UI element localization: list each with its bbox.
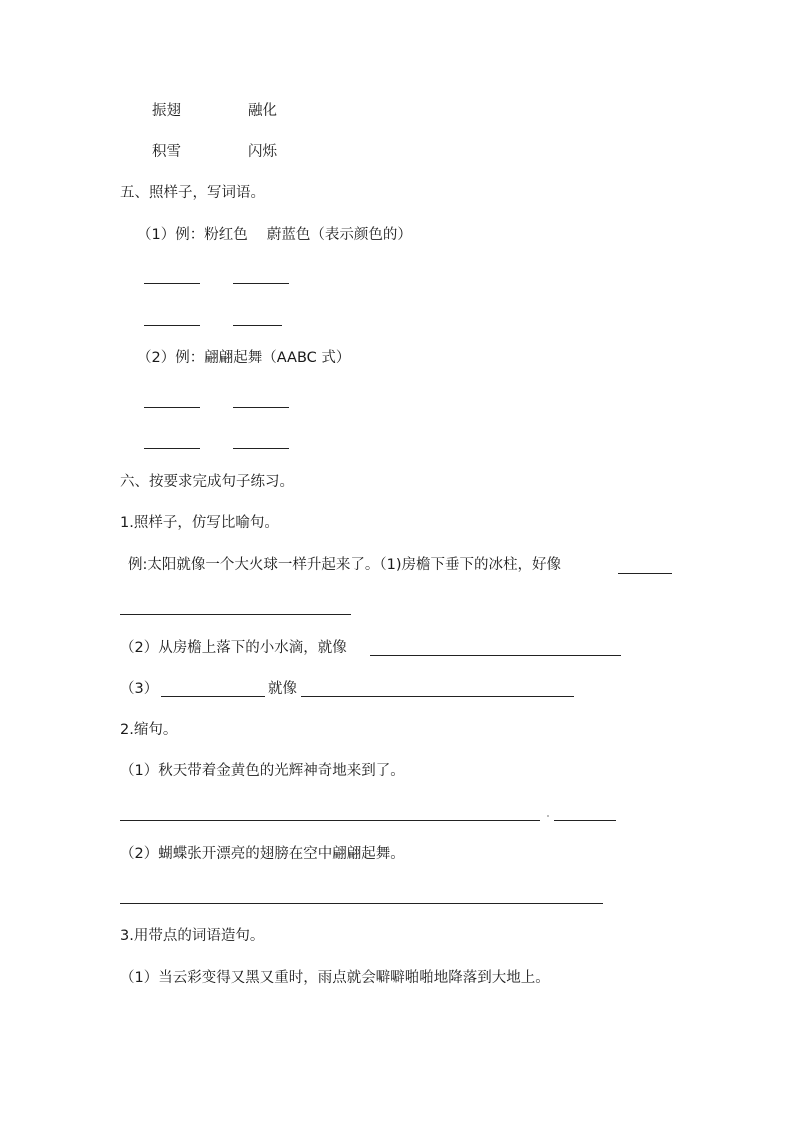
- section6-part3-title: 3.用带点的词语造句。: [120, 928, 265, 944]
- answer-blank-5-2b[interactable]: [233, 407, 289, 408]
- answer-blank-6-2-2[interactable]: [120, 903, 603, 904]
- word-shanshuo: 闪烁: [248, 144, 277, 160]
- section6-part1-q3-mid: 就像: [268, 681, 297, 697]
- section6-part1-title: 1.照样子，仿写比喻句。: [120, 515, 279, 531]
- answer-blank-5-1b[interactable]: [233, 283, 289, 284]
- answer-blank-6-1-3a[interactable]: [161, 696, 265, 697]
- section6-part2-title: 2.缩句。: [120, 722, 178, 738]
- section5-q1: （1）例：粉红色 蔚蓝色（表示颜色的）: [137, 227, 412, 243]
- answer-blank-6-1-1a[interactable]: [618, 573, 672, 574]
- answer-blank-6-2-1a[interactable]: [120, 820, 540, 821]
- section5-title: 五、照样子，写词语。: [120, 185, 265, 201]
- word-ronghua: 融化: [248, 103, 277, 119]
- section6-part2-q2: （2）蝴蝶张开漂亮的翅膀在空中翩翩起舞。: [120, 846, 405, 862]
- section6-title: 六、按要求完成句子练习。: [120, 474, 294, 490]
- answer-blank-5-1a[interactable]: [144, 283, 200, 284]
- answer-blank-5-2d[interactable]: [233, 448, 289, 449]
- section6-part3-q1: （1）当云彩变得又黑又重时，雨点就会噼噼啪啪地降落到大地上。: [120, 970, 550, 986]
- answer-blank-6-1-1b[interactable]: [120, 614, 351, 615]
- answer-blank-5-2a[interactable]: [144, 407, 200, 408]
- answer-blank-5-1c[interactable]: [144, 325, 200, 326]
- section6-part1-q2: （2）从房檐上落下的小水滴，就像: [120, 640, 347, 656]
- section6-part2-q1: （1）秋天带着金黄色的光辉神奇地来到了。: [120, 763, 405, 779]
- section6-part1-example: 例:太阳就像一个大火球一样升起来了。（1)房檐下垂下的冰柱，好像: [128, 557, 562, 573]
- word-zhenchi: 振翅: [152, 103, 181, 119]
- answer-blank-6-1-2[interactable]: [370, 655, 621, 656]
- section5-q2: （2）例：翩翩起舞（AABC 式）: [137, 350, 351, 366]
- section6-part1-q3-prefix: （3）: [120, 681, 159, 697]
- answer-blank-5-2c[interactable]: [144, 448, 200, 449]
- word-jixue: 积雪: [152, 144, 181, 160]
- answer-blank-6-2-1b[interactable]: [554, 820, 616, 821]
- answer-blank-6-1-3b[interactable]: [301, 696, 574, 697]
- stray-mark: [547, 815, 549, 817]
- answer-blank-5-1d[interactable]: [233, 325, 282, 326]
